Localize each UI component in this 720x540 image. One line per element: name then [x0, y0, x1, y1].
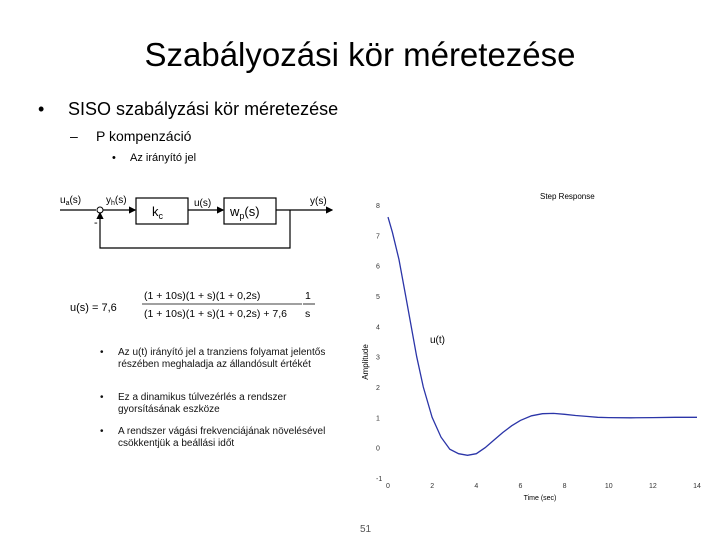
- axis-ticks: [376, 203, 701, 490]
- x-tick-label: 10: [604, 483, 613, 490]
- y-tick-label: 6: [376, 263, 380, 271]
- formula-denominator: (1 + 10s)(1 + s)(1 + 0,2s) + 7,6: [144, 308, 287, 320]
- x-tick-label: 8: [562, 483, 567, 490]
- fraction2-numerator: 1: [305, 290, 311, 302]
- y-tick-label: 2: [376, 385, 380, 392]
- bullet-dash: –: [70, 128, 78, 144]
- control-signal-formula: [70, 286, 320, 326]
- bullet-dot: •: [112, 152, 116, 164]
- chart-title: Step Response: [540, 192, 595, 201]
- bullet-text: P kompenzáció: [96, 128, 192, 144]
- controller-label: $k_c$: [152, 204, 163, 221]
- output-label: y(s): [310, 196, 327, 207]
- input-label: $u_a(s)$: [60, 195, 82, 207]
- x-tick-label: 2: [430, 483, 435, 490]
- y-tick-label: 3: [376, 354, 380, 362]
- y-tick-label: 1: [376, 415, 380, 423]
- note-text: A rendszer vágási frekvenciájának növelésével csökkentjük a beállási időt: [118, 426, 326, 449]
- formula-lhs: u(s) = 7,6: [70, 302, 117, 314]
- step-response-chart: [340, 180, 720, 510]
- plant-label: $w_p(s)$: [230, 204, 260, 221]
- y-tick-label: -1: [376, 476, 383, 483]
- formula-numerator: (1 + 10s)(1 + s)(1 + 0,2s): [144, 290, 261, 302]
- y-tick-label: 0: [376, 445, 380, 453]
- bullet-level-3: [112, 152, 196, 164]
- bullet-dot: •: [100, 347, 104, 358]
- bullet-text: SISO szabályzási kör méretezése: [68, 99, 339, 119]
- page-number: 51: [360, 524, 372, 535]
- y-axis-label: Amplitude: [361, 344, 370, 380]
- bullet-dot: •: [100, 426, 104, 437]
- note-text: Ez a dinamikus túlvezérlés a rendszer gyorsításának eszköze: [118, 392, 287, 415]
- bullet-dot: •: [38, 99, 45, 119]
- minus-sign: -: [94, 217, 98, 229]
- bullet-dot: •: [100, 392, 104, 403]
- curve-annotation: u(t): [430, 335, 445, 346]
- x-tick-label: 14: [693, 483, 701, 490]
- slide-title: Szabályozási kör méretezése: [144, 36, 576, 73]
- y-tick-label: 7: [376, 233, 380, 241]
- x-tick-label: 0: [386, 483, 390, 490]
- note-text: Az u(t) irányító jel a tranziens folyamat jelentős részében meghaladja az állandósult értékét: [118, 347, 326, 370]
- summing-junction: [97, 207, 103, 213]
- bullet-level-2: [70, 128, 191, 144]
- x-tick-label: 6: [518, 483, 523, 490]
- error-label: $y_h(s)$: [106, 195, 127, 207]
- x-axis-label: Time (sec): [523, 495, 557, 502]
- control-signal-label: u(s): [194, 198, 212, 209]
- block-diagram: [60, 188, 340, 258]
- fraction2-denominator: s: [305, 308, 311, 320]
- x-tick-label: 12: [648, 483, 657, 490]
- y-tick-label: 5: [376, 294, 380, 301]
- y-tick-label: 8: [376, 203, 380, 210]
- y-tick-label: 4: [376, 324, 380, 332]
- x-tick-label: 4: [474, 483, 479, 490]
- bullet-text: Az irányító jel: [130, 152, 197, 164]
